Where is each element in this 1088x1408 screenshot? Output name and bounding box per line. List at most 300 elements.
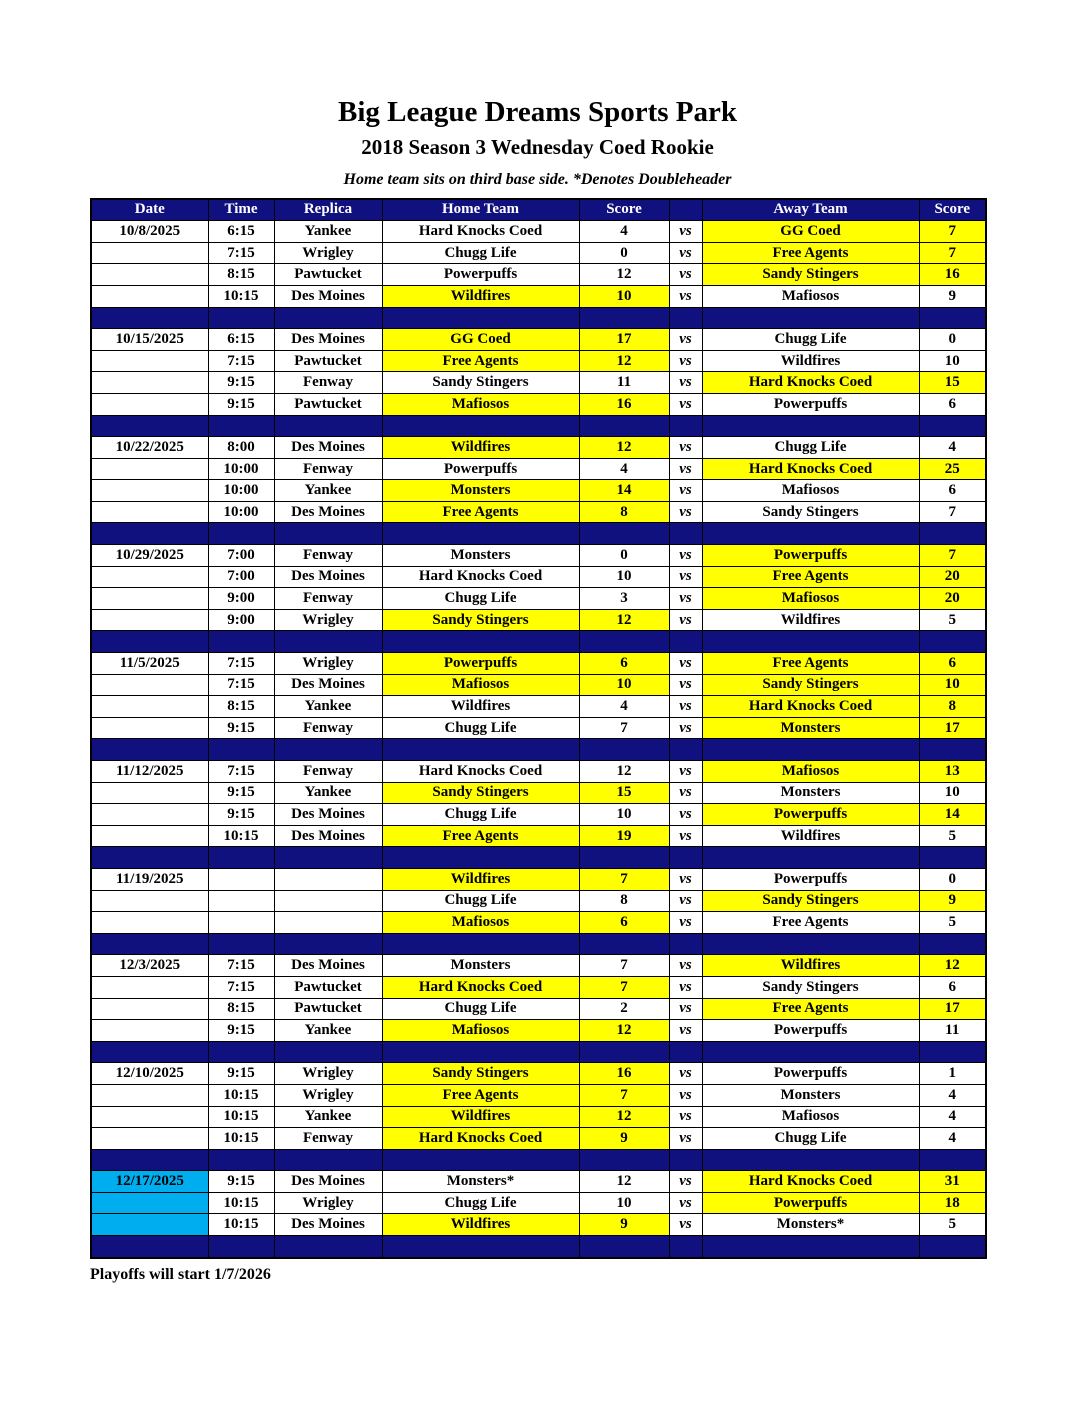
date-cell: 12/3/2025 [91, 955, 208, 977]
separator-cell [382, 307, 579, 329]
separator-cell [208, 739, 274, 761]
time-cell: 10:15 [208, 1084, 274, 1106]
separator-cell [702, 933, 919, 955]
time-cell: 9:15 [208, 782, 274, 804]
replica-cell: Des Moines [274, 1171, 382, 1193]
vs-label: vs [669, 1063, 702, 1085]
away-team-cell: Monsters [702, 1084, 919, 1106]
away-score-cell: 9 [919, 890, 986, 912]
home-team-cell: Chugg Life [382, 998, 579, 1020]
separator-cell [919, 847, 986, 869]
separator-cell [382, 1041, 579, 1063]
home-team-cell: Mafiosos [382, 674, 579, 696]
vs-label: vs [669, 1128, 702, 1150]
separator-cell [208, 1041, 274, 1063]
away-team-cell: Mafiosos [702, 761, 919, 783]
time-cell: 7:00 [208, 545, 274, 567]
separator-cell [669, 933, 702, 955]
away-score-cell: 17 [919, 717, 986, 739]
away-team-cell: Wildfires [702, 350, 919, 372]
home-score-cell: 7 [579, 1084, 669, 1106]
home-score-cell: 15 [579, 782, 669, 804]
date-cell [91, 1084, 208, 1106]
date-cell [91, 674, 208, 696]
game-row [91, 221, 986, 243]
game-row [91, 1192, 986, 1214]
time-cell: 10:15 [208, 825, 274, 847]
home-score-cell: 16 [579, 1063, 669, 1085]
home-team-cell: Chugg Life [382, 804, 579, 826]
date-cell [91, 825, 208, 847]
home-team-cell: Hard Knocks Coed [382, 221, 579, 243]
away-score-cell: 4 [919, 1128, 986, 1150]
separator-cell [91, 739, 208, 761]
separator-cell [274, 415, 382, 437]
date-cell: 10/22/2025 [91, 437, 208, 459]
time-cell: 7:15 [208, 653, 274, 675]
separator-cell [579, 307, 669, 329]
time-cell: 10:00 [208, 458, 274, 480]
time-cell [208, 912, 274, 934]
away-team-cell: Powerpuffs [702, 1063, 919, 1085]
time-cell: 9:15 [208, 372, 274, 394]
replica-cell: Des Moines [274, 674, 382, 696]
home-score-cell: 10 [579, 1192, 669, 1214]
separator-cell [274, 1041, 382, 1063]
time-cell: 9:15 [208, 804, 274, 826]
separator-row [91, 1149, 986, 1171]
away-score-cell: 15 [919, 372, 986, 394]
home-team-cell: Mafiosos [382, 912, 579, 934]
separator-cell [702, 631, 919, 653]
home-score-cell: 12 [579, 437, 669, 459]
away-score-cell: 25 [919, 458, 986, 480]
vs-label: vs [669, 912, 702, 934]
away-team-cell: Sandy Stingers [702, 674, 919, 696]
title-block [90, 97, 985, 189]
date-cell: 11/19/2025 [91, 868, 208, 890]
separator-cell [382, 415, 579, 437]
home-team-cell: Wildfires [382, 868, 579, 890]
away-score-cell: 7 [919, 242, 986, 264]
separator-cell [669, 1149, 702, 1171]
home-score-cell: 12 [579, 1020, 669, 1042]
vs-label: vs [669, 372, 702, 394]
separator-cell [382, 847, 579, 869]
date-cell [91, 501, 208, 523]
date-cell [91, 782, 208, 804]
vs-label: vs [669, 761, 702, 783]
replica-cell: Yankee [274, 221, 382, 243]
separator-cell [919, 933, 986, 955]
separator-cell [274, 307, 382, 329]
away-score-cell: 18 [919, 1192, 986, 1214]
time-cell: 10:15 [208, 285, 274, 307]
separator-cell [702, 1236, 919, 1258]
away-team-cell: Free Agents [702, 912, 919, 934]
replica-cell: Fenway [274, 545, 382, 567]
away-score-cell: 14 [919, 804, 986, 826]
time-cell: 10:15 [208, 1128, 274, 1150]
away-score-cell: 5 [919, 825, 986, 847]
home-team-cell: Sandy Stingers [382, 609, 579, 631]
separator-cell [91, 847, 208, 869]
separator-cell [669, 415, 702, 437]
game-row [91, 545, 986, 567]
separator-cell [919, 631, 986, 653]
separator-cell [579, 847, 669, 869]
replica-cell: Fenway [274, 458, 382, 480]
replica-cell: Wrigley [274, 1084, 382, 1106]
home-score-cell: 3 [579, 588, 669, 610]
separator-cell [702, 307, 919, 329]
date-cell [91, 458, 208, 480]
separator-cell [579, 523, 669, 545]
home-score-cell: 0 [579, 242, 669, 264]
game-row [91, 1020, 986, 1042]
vs-label: vs [669, 350, 702, 372]
home-team-cell: Wildfires [382, 1106, 579, 1128]
game-row [91, 761, 986, 783]
home-score-cell: 8 [579, 501, 669, 523]
time-cell: 9:15 [208, 1171, 274, 1193]
time-cell: 6:15 [208, 221, 274, 243]
replica-cell: Des Moines [274, 1214, 382, 1236]
date-cell: 10/29/2025 [91, 545, 208, 567]
separator-cell [382, 739, 579, 761]
vs-label: vs [669, 329, 702, 351]
game-row [91, 782, 986, 804]
date-cell [91, 566, 208, 588]
replica-cell: Wrigley [274, 242, 382, 264]
home-team-cell: Sandy Stingers [382, 1063, 579, 1085]
home-team-note: Home team sits on third base side. *Denotes Doubleheader [343, 170, 732, 188]
replica-cell: Des Moines [274, 825, 382, 847]
home-score-cell: 10 [579, 804, 669, 826]
home-score-cell: 12 [579, 350, 669, 372]
separator-cell [579, 631, 669, 653]
separator-cell [579, 1149, 669, 1171]
time-cell: 7:00 [208, 566, 274, 588]
date-cell [91, 696, 208, 718]
away-score-cell: 20 [919, 588, 986, 610]
time-cell: 7:15 [208, 761, 274, 783]
vs-label: vs [669, 955, 702, 977]
away-score-cell: 10 [919, 674, 986, 696]
date-cell [91, 1128, 208, 1150]
replica-cell [274, 868, 382, 890]
away-score-cell: 1 [919, 1063, 986, 1085]
away-score-cell: 8 [919, 696, 986, 718]
separator-cell [274, 933, 382, 955]
time-cell: 7:15 [208, 242, 274, 264]
home-team-cell: Monsters [382, 545, 579, 567]
date-cell [91, 350, 208, 372]
away-team-cell: Powerpuffs [702, 545, 919, 567]
replica-cell: Yankee [274, 696, 382, 718]
game-row [91, 804, 986, 826]
game-row [91, 1214, 986, 1236]
separator-cell [382, 1149, 579, 1171]
vs-label: vs [669, 976, 702, 998]
home-team-cell: Powerpuffs [382, 653, 579, 675]
column-header: Date [91, 199, 208, 221]
game-row [91, 1106, 986, 1128]
home-team-cell: Wildfires [382, 1214, 579, 1236]
away-team-cell: Hard Knocks Coed [702, 1171, 919, 1193]
away-score-cell: 6 [919, 393, 986, 415]
separator-cell [919, 523, 986, 545]
vs-label: vs [669, 437, 702, 459]
vs-label: vs [669, 653, 702, 675]
separator-cell [91, 1149, 208, 1171]
away-team-cell: Mafiosos [702, 1106, 919, 1128]
separator-cell [669, 739, 702, 761]
away-team-cell: Chugg Life [702, 329, 919, 351]
replica-cell: Pawtucket [274, 393, 382, 415]
separator-cell [579, 1041, 669, 1063]
away-team-cell: Hard Knocks Coed [702, 458, 919, 480]
away-score-cell: 5 [919, 1214, 986, 1236]
separator-row [91, 847, 986, 869]
separator-row [91, 523, 986, 545]
vs-label: vs [669, 1084, 702, 1106]
away-team-cell: Wildfires [702, 609, 919, 631]
replica-cell: Fenway [274, 761, 382, 783]
vs-label: vs [669, 674, 702, 696]
separator-cell [382, 631, 579, 653]
separator-cell [919, 415, 986, 437]
time-cell: 8:15 [208, 264, 274, 286]
replica-cell: Des Moines [274, 501, 382, 523]
time-cell: 9:15 [208, 1020, 274, 1042]
replica-cell: Des Moines [274, 955, 382, 977]
away-score-cell: 7 [919, 545, 986, 567]
home-score-cell: 11 [579, 372, 669, 394]
vs-label: vs [669, 717, 702, 739]
separator-cell [919, 739, 986, 761]
game-row [91, 480, 986, 502]
vs-label: vs [669, 609, 702, 631]
home-team-cell: Chugg Life [382, 1192, 579, 1214]
away-score-cell: 4 [919, 1106, 986, 1128]
separator-cell [208, 415, 274, 437]
game-row [91, 458, 986, 480]
replica-cell: Pawtucket [274, 264, 382, 286]
away-team-cell: Free Agents [702, 566, 919, 588]
time-cell: 6:15 [208, 329, 274, 351]
date-cell [91, 609, 208, 631]
game-row [91, 285, 986, 307]
home-score-cell: 12 [579, 264, 669, 286]
home-score-cell: 8 [579, 890, 669, 912]
column-header: Home Team [382, 199, 579, 221]
away-team-cell: Monsters* [702, 1214, 919, 1236]
separator-cell [382, 1236, 579, 1258]
separator-cell [702, 523, 919, 545]
separator-cell [919, 1041, 986, 1063]
separator-cell [91, 523, 208, 545]
separator-cell [274, 1236, 382, 1258]
replica-cell: Yankee [274, 782, 382, 804]
away-score-cell: 31 [919, 1171, 986, 1193]
separator-cell [579, 739, 669, 761]
away-score-cell: 16 [919, 264, 986, 286]
separator-cell [91, 631, 208, 653]
separator-cell [91, 1041, 208, 1063]
away-team-cell: Chugg Life [702, 1128, 919, 1150]
home-score-cell: 6 [579, 912, 669, 934]
home-score-cell: 19 [579, 825, 669, 847]
separator-row [91, 739, 986, 761]
game-row [91, 393, 986, 415]
vs-label: vs [669, 998, 702, 1020]
date-cell [91, 912, 208, 934]
separator-cell [579, 415, 669, 437]
separator-cell [208, 933, 274, 955]
time-cell: 10:00 [208, 501, 274, 523]
separator-cell [208, 847, 274, 869]
date-cell [91, 285, 208, 307]
home-team-cell: Monsters* [382, 1171, 579, 1193]
home-score-cell: 9 [579, 1214, 669, 1236]
vs-label: vs [669, 501, 702, 523]
away-score-cell: 4 [919, 437, 986, 459]
away-team-cell: Sandy Stingers [702, 890, 919, 912]
table-body [91, 221, 986, 1258]
home-team-cell: Free Agents [382, 350, 579, 372]
table-header [91, 199, 986, 221]
home-team-cell: Wildfires [382, 285, 579, 307]
separator-cell [208, 631, 274, 653]
home-team-cell: GG Coed [382, 329, 579, 351]
game-row [91, 825, 986, 847]
date-cell: 12/10/2025 [91, 1063, 208, 1085]
separator-cell [919, 307, 986, 329]
vs-label: vs [669, 566, 702, 588]
vs-label: vs [669, 242, 702, 264]
time-cell [208, 890, 274, 912]
vs-label: vs [669, 285, 702, 307]
away-team-cell: Free Agents [702, 998, 919, 1020]
home-team-cell: Wildfires [382, 437, 579, 459]
column-header: Away Team [702, 199, 919, 221]
away-team-cell: Powerpuffs [702, 393, 919, 415]
date-cell [91, 480, 208, 502]
separator-cell [208, 1149, 274, 1171]
column-header: Score [919, 199, 986, 221]
home-score-cell: 0 [579, 545, 669, 567]
time-cell: 7:15 [208, 350, 274, 372]
replica-cell: Wrigley [274, 1063, 382, 1085]
replica-cell: Des Moines [274, 804, 382, 826]
replica-cell: Wrigley [274, 653, 382, 675]
away-score-cell: 6 [919, 480, 986, 502]
vs-label: vs [669, 1171, 702, 1193]
replica-cell: Wrigley [274, 1192, 382, 1214]
vs-label: vs [669, 458, 702, 480]
vs-label: vs [669, 480, 702, 502]
page-title: Big League Dreams Sports Park [337, 96, 737, 128]
date-cell [91, 588, 208, 610]
away-score-cell: 11 [919, 1020, 986, 1042]
separator-cell [702, 1041, 919, 1063]
separator-cell [919, 1236, 986, 1258]
home-score-cell: 17 [579, 329, 669, 351]
separator-cell [669, 523, 702, 545]
vs-label: vs [669, 868, 702, 890]
column-header: Replica [274, 199, 382, 221]
home-score-cell: 4 [579, 221, 669, 243]
home-score-cell: 12 [579, 609, 669, 631]
replica-cell: Fenway [274, 717, 382, 739]
vs-label: vs [669, 264, 702, 286]
date-cell [91, 393, 208, 415]
home-score-cell: 7 [579, 868, 669, 890]
separator-row [91, 933, 986, 955]
date-cell [91, 242, 208, 264]
time-cell: 8:15 [208, 696, 274, 718]
date-cell [91, 998, 208, 1020]
time-cell [208, 868, 274, 890]
replica-cell: Fenway [274, 1128, 382, 1150]
replica-cell: Des Moines [274, 285, 382, 307]
away-team-cell: Sandy Stingers [702, 501, 919, 523]
game-row [91, 1063, 986, 1085]
separator-cell [919, 1149, 986, 1171]
separator-cell [669, 307, 702, 329]
replica-cell: Yankee [274, 1020, 382, 1042]
vs-label: vs [669, 804, 702, 826]
away-score-cell: 10 [919, 782, 986, 804]
separator-cell [274, 631, 382, 653]
home-team-cell: Chugg Life [382, 242, 579, 264]
away-team-cell: Sandy Stingers [702, 264, 919, 286]
away-score-cell: 17 [919, 998, 986, 1020]
replica-cell: Fenway [274, 372, 382, 394]
separator-cell [208, 523, 274, 545]
home-team-cell: Hard Knocks Coed [382, 761, 579, 783]
time-cell: 10:15 [208, 1192, 274, 1214]
time-cell: 8:15 [208, 998, 274, 1020]
date-cell: 10/8/2025 [91, 221, 208, 243]
home-team-cell: Free Agents [382, 1084, 579, 1106]
date-cell [91, 1192, 208, 1214]
game-row [91, 350, 986, 372]
home-team-cell: Monsters [382, 955, 579, 977]
separator-cell [579, 933, 669, 955]
away-team-cell: Hard Knocks Coed [702, 696, 919, 718]
time-cell: 10:15 [208, 1214, 274, 1236]
away-score-cell: 20 [919, 566, 986, 588]
home-score-cell: 10 [579, 674, 669, 696]
time-cell: 9:00 [208, 588, 274, 610]
date-cell [91, 717, 208, 739]
column-header: Score [579, 199, 669, 221]
home-score-cell: 9 [579, 1128, 669, 1150]
home-team-cell: Chugg Life [382, 588, 579, 610]
home-team-cell: Free Agents [382, 825, 579, 847]
date-cell [91, 1214, 208, 1236]
separator-cell [702, 739, 919, 761]
game-row [91, 566, 986, 588]
away-score-cell: 9 [919, 285, 986, 307]
separator-cell [208, 1236, 274, 1258]
home-score-cell: 7 [579, 976, 669, 998]
vs-label: vs [669, 221, 702, 243]
game-row [91, 588, 986, 610]
date-cell [91, 976, 208, 998]
